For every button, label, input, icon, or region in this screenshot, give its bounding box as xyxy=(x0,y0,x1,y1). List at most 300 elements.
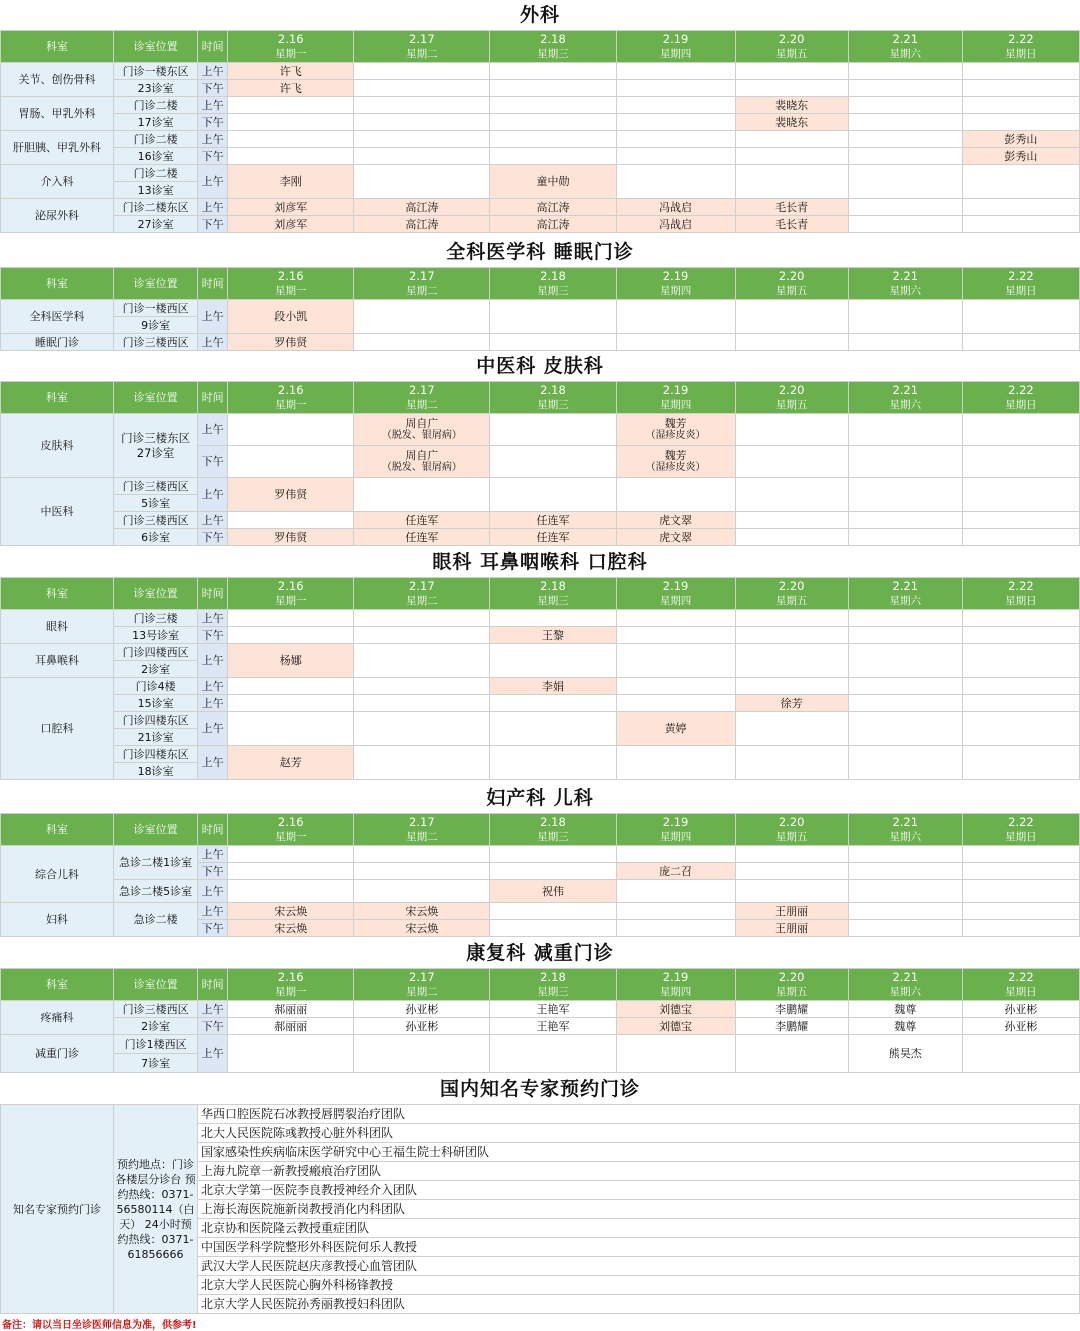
day-date: 2.20 xyxy=(778,383,805,397)
session-time-cell: 上午 xyxy=(198,644,228,678)
day-date: 2.19 xyxy=(662,269,689,283)
empty-slot-cell xyxy=(490,63,616,80)
empty-slot-cell xyxy=(848,678,962,695)
empty-slot-cell xyxy=(962,216,1079,233)
doctor-cell: 徐芳 xyxy=(735,695,848,712)
empty-slot-cell xyxy=(962,414,1079,446)
schedule-row xyxy=(1,414,1080,446)
empty-slot-cell xyxy=(616,148,735,165)
day-date: 2.19 xyxy=(662,383,689,397)
day-weekday: 星期二 xyxy=(406,986,438,998)
doctor-cell: 王黎 xyxy=(490,627,616,644)
day-header xyxy=(735,578,848,610)
day-header xyxy=(490,382,616,414)
day-date: 2.18 xyxy=(540,579,566,593)
session-time-cell: 下午 xyxy=(198,1018,228,1035)
department-cell: 中医科 xyxy=(1,478,114,546)
day-header xyxy=(490,268,616,300)
session-time-cell: 上午 xyxy=(198,63,228,80)
day-weekday: 星期一 xyxy=(274,595,307,607)
day-header xyxy=(228,31,354,63)
day-weekday: 星期一 xyxy=(274,399,307,411)
empty-slot-cell xyxy=(962,695,1079,712)
expert-dept-cell: 知名专家预约门诊 xyxy=(1,1105,114,1314)
empty-slot-cell xyxy=(962,80,1079,97)
empty-slot-cell xyxy=(848,610,962,627)
empty-slot-cell xyxy=(490,712,616,746)
day-date: 2.22 xyxy=(1008,383,1034,397)
doctor-cell: 冯战启 xyxy=(616,199,735,216)
empty-slot-cell xyxy=(616,880,735,903)
day-weekday: 星期六 xyxy=(889,399,922,411)
doctor-cell: 段小凯 xyxy=(228,300,354,334)
empty-slot-cell xyxy=(354,97,490,114)
day-weekday: 星期日 xyxy=(1005,986,1037,998)
experts-table xyxy=(0,1104,1080,1314)
day-weekday: 星期三 xyxy=(537,595,569,607)
doctor-cell: 孙亚彬 xyxy=(354,1018,490,1035)
doctor-cell: 宋云焕 xyxy=(228,920,354,937)
room-location-cell: 门诊三楼西区 xyxy=(114,1001,198,1018)
doctor-cell: 宋云焕 xyxy=(228,903,354,920)
day-date: 2.20 xyxy=(778,579,805,593)
day-date: 2.22 xyxy=(1008,815,1034,829)
empty-slot-cell xyxy=(490,746,616,780)
section-title: 妇产科 儿科 xyxy=(486,787,594,809)
room-location-cell: 17诊室 xyxy=(114,114,198,131)
doctor-cell: 李鹏耀 xyxy=(735,1018,848,1035)
footnote: 备注：请以当日坐诊医师信息为准，供参考! xyxy=(2,1320,197,1331)
day-weekday: 星期四 xyxy=(659,48,692,60)
expert-team-row xyxy=(1,1105,1080,1124)
empty-slot-cell xyxy=(228,97,354,114)
schedule-row xyxy=(1,97,1080,114)
day-weekday: 星期四 xyxy=(659,595,692,607)
empty-slot-cell xyxy=(490,920,616,937)
day-weekday: 星期二 xyxy=(406,399,438,411)
session-time-cell: 上午 xyxy=(198,478,228,512)
empty-slot-cell xyxy=(354,644,490,678)
day-date: 2.17 xyxy=(409,383,435,397)
empty-slot-cell xyxy=(616,644,735,678)
doctor-cell: 高江涛 xyxy=(354,216,490,233)
doctor-cell: 宋云焕 xyxy=(354,920,490,937)
room-location-cell: 2诊室 xyxy=(114,1018,198,1035)
day-date: 2.17 xyxy=(409,32,435,46)
empty-slot-cell xyxy=(490,414,616,446)
empty-slot-cell xyxy=(962,529,1079,546)
day-header xyxy=(962,578,1079,610)
doctor-cell: 熊昊杰 xyxy=(848,1035,962,1073)
schedule-row xyxy=(1,512,1080,529)
schedule-row xyxy=(1,644,1080,661)
day-weekday: 星期日 xyxy=(1005,399,1037,411)
day-header xyxy=(962,814,1079,846)
empty-slot-cell xyxy=(354,131,490,148)
empty-slot-cell xyxy=(848,644,962,678)
schedule-row xyxy=(1,300,1080,317)
empty-slot-cell xyxy=(354,880,490,903)
day-header xyxy=(848,814,962,846)
schedule-table xyxy=(0,267,1080,351)
day-date: 2.20 xyxy=(778,32,805,46)
empty-slot-cell xyxy=(354,165,490,199)
schedule-row xyxy=(1,131,1080,148)
doctor-cell: 王艳军 xyxy=(490,1001,616,1018)
empty-slot-cell xyxy=(354,846,490,863)
empty-slot-cell xyxy=(962,746,1079,780)
empty-slot-cell xyxy=(962,1035,1079,1073)
schedule-row xyxy=(1,610,1080,627)
day-weekday: 星期三 xyxy=(537,399,569,411)
doctor-cell: 许飞 xyxy=(228,80,354,97)
schedule-table xyxy=(0,577,1080,780)
expert-team-cell: 北京大学第一医院李良教授神经介入团队 xyxy=(198,1181,1080,1200)
room-location-cell: 门诊三楼西区 xyxy=(114,334,198,351)
doctor-cell: 罗伟贤 xyxy=(228,529,354,546)
header-row xyxy=(1,969,1080,1001)
empty-slot-cell xyxy=(228,627,354,644)
expert-team-cell: 北大人民医院陈彧教授心脏外科团队 xyxy=(198,1124,1080,1143)
day-header xyxy=(228,578,354,610)
empty-slot-cell xyxy=(228,712,354,746)
session-time-cell: 上午 xyxy=(198,880,228,903)
room-location-cell: 9诊室 xyxy=(114,317,198,334)
empty-slot-cell xyxy=(616,746,735,780)
room-location-cell: 15诊室 xyxy=(114,695,198,712)
room-location-cell: 门诊二楼 xyxy=(114,165,198,182)
empty-slot-cell xyxy=(735,63,848,80)
day-date: 2.18 xyxy=(540,32,566,46)
schedule-row xyxy=(1,903,1080,920)
empty-slot-cell xyxy=(228,446,354,478)
day-header xyxy=(228,382,354,414)
room-location-cell: 急诊二楼 xyxy=(114,903,198,937)
empty-slot-cell xyxy=(354,148,490,165)
header-row xyxy=(1,268,1080,300)
dept-header: 科室 xyxy=(1,814,114,846)
empty-slot-cell xyxy=(962,446,1079,478)
empty-slot-cell xyxy=(848,695,962,712)
empty-slot-cell xyxy=(616,300,735,334)
department-cell: 泌尿外科 xyxy=(1,199,114,233)
appointment-info-cell: 预约地点：门诊各楼层分诊台 预约热线：0371-56580114（白天） 24小时预约热线：0371-61856666 xyxy=(114,1105,198,1314)
specialty-note: （湿疹皮炎） xyxy=(645,462,706,473)
session-time-cell: 下午 xyxy=(198,627,228,644)
schedule-row xyxy=(1,114,1080,131)
day-header xyxy=(616,382,735,414)
doctor-cell: 任连军 xyxy=(490,512,616,529)
expert-team-cell: 国家感染性疾病临床医学研究中心王福生院士科研团队 xyxy=(198,1143,1080,1162)
room-location-line: 门诊三楼东区 xyxy=(121,430,191,445)
session-time-cell: 上午 xyxy=(198,1035,228,1073)
day-header xyxy=(735,969,848,1001)
doctor-cell: 罗伟贤 xyxy=(228,478,354,512)
empty-slot-cell xyxy=(735,846,848,863)
day-weekday: 星期日 xyxy=(1005,595,1037,607)
empty-slot-cell xyxy=(962,63,1079,80)
day-date: 2.19 xyxy=(662,970,689,984)
empty-slot-cell xyxy=(735,80,848,97)
dept-header: 科室 xyxy=(1,578,114,610)
dept-header: 科室 xyxy=(1,382,114,414)
session-time-cell: 上午 xyxy=(198,712,228,746)
doctor-cell: 毛长青 xyxy=(735,199,848,216)
empty-slot-cell xyxy=(616,114,735,131)
day-weekday: 星期一 xyxy=(274,48,307,60)
day-date: 2.22 xyxy=(1008,32,1034,46)
empty-slot-cell xyxy=(848,334,962,351)
day-header xyxy=(490,814,616,846)
empty-slot-cell xyxy=(962,863,1079,880)
room-location-cell: 急诊二楼5诊室 xyxy=(114,880,198,903)
day-weekday: 星期三 xyxy=(537,48,569,60)
empty-slot-cell xyxy=(735,610,848,627)
empty-slot-cell xyxy=(228,863,354,880)
doctor-cell: 罗伟贤 xyxy=(228,334,354,351)
empty-slot-cell xyxy=(354,712,490,746)
empty-slot-cell xyxy=(962,478,1079,512)
day-date: 2.16 xyxy=(277,970,304,984)
day-header xyxy=(962,382,1079,414)
empty-slot-cell xyxy=(228,414,354,446)
day-weekday: 星期日 xyxy=(1005,285,1037,297)
empty-slot-cell xyxy=(735,300,848,334)
day-weekday: 星期二 xyxy=(406,285,438,297)
schedule-row xyxy=(1,478,1080,495)
day-weekday: 星期一 xyxy=(274,831,307,843)
empty-slot-cell xyxy=(735,863,848,880)
empty-slot-cell xyxy=(490,644,616,678)
empty-slot-cell xyxy=(735,712,848,746)
empty-slot-cell xyxy=(228,131,354,148)
empty-slot-cell xyxy=(735,1035,848,1073)
empty-slot-cell xyxy=(735,644,848,678)
room-location-cell: 27诊室 xyxy=(114,216,198,233)
room-location-cell: 7诊室 xyxy=(114,1054,198,1073)
schedule-table xyxy=(0,968,1080,1073)
day-header xyxy=(354,814,490,846)
empty-slot-cell xyxy=(354,300,490,334)
day-date: 2.18 xyxy=(540,815,566,829)
empty-slot-cell xyxy=(490,863,616,880)
empty-slot-cell xyxy=(848,199,962,216)
day-weekday: 星期五 xyxy=(775,48,808,60)
empty-slot-cell xyxy=(490,695,616,712)
empty-slot-cell xyxy=(616,97,735,114)
room-location-cell: 6诊室 xyxy=(114,529,198,546)
section-title: 外科 xyxy=(519,4,560,26)
empty-slot-cell xyxy=(962,627,1079,644)
empty-slot-cell xyxy=(616,478,735,512)
empty-slot-cell xyxy=(962,903,1079,920)
empty-slot-cell xyxy=(354,610,490,627)
doctor-cell: 刘彦军 xyxy=(228,216,354,233)
empty-slot-cell xyxy=(228,114,354,131)
day-header xyxy=(228,814,354,846)
empty-slot-cell xyxy=(848,712,962,746)
empty-slot-cell xyxy=(962,97,1079,114)
empty-slot-cell xyxy=(228,148,354,165)
doctor-cell: 孙亚彬 xyxy=(354,1001,490,1018)
room-location-cell: 急诊二楼1诊室 xyxy=(114,846,198,880)
department-cell: 胃肠、甲乳外科 xyxy=(1,97,114,131)
day-header xyxy=(616,268,735,300)
empty-slot-cell xyxy=(848,880,962,903)
empty-slot-cell xyxy=(848,216,962,233)
day-date: 2.19 xyxy=(662,579,689,593)
doctor-cell: 李刚 xyxy=(228,165,354,199)
day-header xyxy=(354,969,490,1001)
empty-slot-cell xyxy=(228,1035,354,1073)
room-location-cell: 5诊室 xyxy=(114,495,198,512)
empty-slot-cell xyxy=(616,165,735,199)
doctor-cell: 李鹏耀 xyxy=(735,1001,848,1018)
room-number-line: 27诊室 xyxy=(136,445,175,460)
empty-slot-cell xyxy=(848,746,962,780)
empty-slot-cell xyxy=(848,920,962,937)
room-location-cell: 门诊四楼西区 xyxy=(114,644,198,661)
expert-team-cell: 北京协和医院隆云教授重症团队 xyxy=(198,1219,1080,1238)
day-header xyxy=(962,969,1079,1001)
day-weekday: 星期六 xyxy=(889,986,922,998)
day-date: 2.16 xyxy=(277,269,304,283)
day-header xyxy=(616,578,735,610)
session-time-cell: 下午 xyxy=(198,529,228,546)
empty-slot-cell xyxy=(735,478,848,512)
empty-slot-cell xyxy=(490,610,616,627)
day-header xyxy=(848,31,962,63)
empty-slot-cell xyxy=(228,880,354,903)
day-date: 2.21 xyxy=(892,815,919,829)
doctor-cell: 冯战启 xyxy=(616,216,735,233)
session-time-cell: 上午 xyxy=(198,903,228,920)
day-weekday: 星期五 xyxy=(775,399,808,411)
location-header: 诊室位置 xyxy=(114,268,198,300)
doctor-cell xyxy=(354,414,490,446)
empty-slot-cell xyxy=(735,446,848,478)
room-location-cell: 门诊一楼东区 xyxy=(114,63,198,80)
session-time-cell: 下午 xyxy=(198,114,228,131)
day-date: 2.21 xyxy=(892,970,919,984)
empty-slot-cell xyxy=(616,1035,735,1073)
specialty-note: （湿疹皮炎） xyxy=(645,430,706,441)
session-time-cell: 上午 xyxy=(198,512,228,529)
day-date: 2.17 xyxy=(409,970,435,984)
day-header xyxy=(354,268,490,300)
day-header xyxy=(735,382,848,414)
day-weekday: 星期六 xyxy=(889,285,922,297)
day-weekday: 星期四 xyxy=(659,285,692,297)
empty-slot-cell xyxy=(735,746,848,780)
schedule-row xyxy=(1,712,1080,729)
empty-slot-cell xyxy=(848,903,962,920)
schedule-row xyxy=(1,880,1080,903)
schedule-row xyxy=(1,199,1080,216)
empty-slot-cell xyxy=(490,478,616,512)
day-date: 2.16 xyxy=(277,815,304,829)
empty-slot-cell xyxy=(616,678,735,695)
empty-slot-cell xyxy=(354,114,490,131)
location-header: 诊室位置 xyxy=(114,31,198,63)
day-date: 2.22 xyxy=(1008,970,1034,984)
doctor-cell: 高江涛 xyxy=(490,216,616,233)
room-location-cell: 门诊一楼西区 xyxy=(114,300,198,317)
day-weekday: 星期二 xyxy=(406,831,438,843)
empty-slot-cell xyxy=(354,627,490,644)
empty-slot-cell xyxy=(490,300,616,334)
empty-slot-cell xyxy=(228,610,354,627)
empty-slot-cell xyxy=(490,97,616,114)
empty-slot-cell xyxy=(490,148,616,165)
schedule-table xyxy=(0,813,1080,937)
department-cell: 减重门诊 xyxy=(1,1035,114,1073)
session-time-cell: 上午 xyxy=(198,300,228,334)
session-time-cell: 上午 xyxy=(198,695,228,712)
empty-slot-cell xyxy=(962,846,1079,863)
session-time-cell: 下午 xyxy=(198,148,228,165)
doctor-cell: 高江涛 xyxy=(490,199,616,216)
doctor-cell: 彭秀山 xyxy=(962,131,1079,148)
day-date: 2.16 xyxy=(277,32,304,46)
doctor-cell: 赵芳 xyxy=(228,746,354,780)
schedule-row xyxy=(1,334,1080,351)
day-date: 2.16 xyxy=(277,383,304,397)
empty-slot-cell xyxy=(490,80,616,97)
day-header xyxy=(962,31,1079,63)
empty-slot-cell xyxy=(848,97,962,114)
department-cell: 皮肤科 xyxy=(1,414,114,478)
schedule-row xyxy=(1,695,1080,712)
empty-slot-cell xyxy=(735,414,848,446)
doctor-cell: 魏尊 xyxy=(848,1001,962,1018)
expert-team-cell: 北京大学人民医院心胸外科杨锋教授 xyxy=(198,1276,1080,1295)
day-weekday: 星期六 xyxy=(889,595,922,607)
empty-slot-cell xyxy=(735,131,848,148)
empty-slot-cell xyxy=(848,529,962,546)
empty-slot-cell xyxy=(735,148,848,165)
doctor-cell: 孙亚彬 xyxy=(962,1018,1079,1035)
day-header xyxy=(735,814,848,846)
empty-slot-cell xyxy=(616,63,735,80)
day-weekday: 星期四 xyxy=(659,986,692,998)
room-location-cell: 门诊4楼 xyxy=(114,678,198,695)
doctor-cell: 郝丽丽 xyxy=(228,1018,354,1035)
day-weekday: 星期三 xyxy=(537,986,569,998)
location-header: 诊室位置 xyxy=(114,969,198,1001)
room-location-cell: 门诊三楼 xyxy=(114,610,198,627)
empty-slot-cell xyxy=(735,678,848,695)
doctor-cell: 虎文翠 xyxy=(616,512,735,529)
day-header xyxy=(848,268,962,300)
day-weekday: 星期四 xyxy=(659,399,692,411)
empty-slot-cell xyxy=(616,903,735,920)
schedule-row xyxy=(1,165,1080,182)
expert-team-cell: 华西口腔医院石冰教授唇腭裂治疗团队 xyxy=(198,1105,1080,1124)
empty-slot-cell xyxy=(848,63,962,80)
schedule-row xyxy=(1,627,1080,644)
doctor-cell: 裴晓东 xyxy=(735,114,848,131)
session-time-cell: 下午 xyxy=(198,446,228,478)
empty-slot-cell xyxy=(962,920,1079,937)
doctor-cell: 刘德宝 xyxy=(616,1018,735,1035)
expert-team-cell: 上海九院章一新教授瘢痕治疗团队 xyxy=(198,1162,1080,1181)
empty-slot-cell xyxy=(962,334,1079,351)
empty-slot-cell xyxy=(962,610,1079,627)
doctor-cell: 庞二召 xyxy=(616,863,735,880)
time-header: 时间 xyxy=(198,382,228,414)
empty-slot-cell xyxy=(962,678,1079,695)
